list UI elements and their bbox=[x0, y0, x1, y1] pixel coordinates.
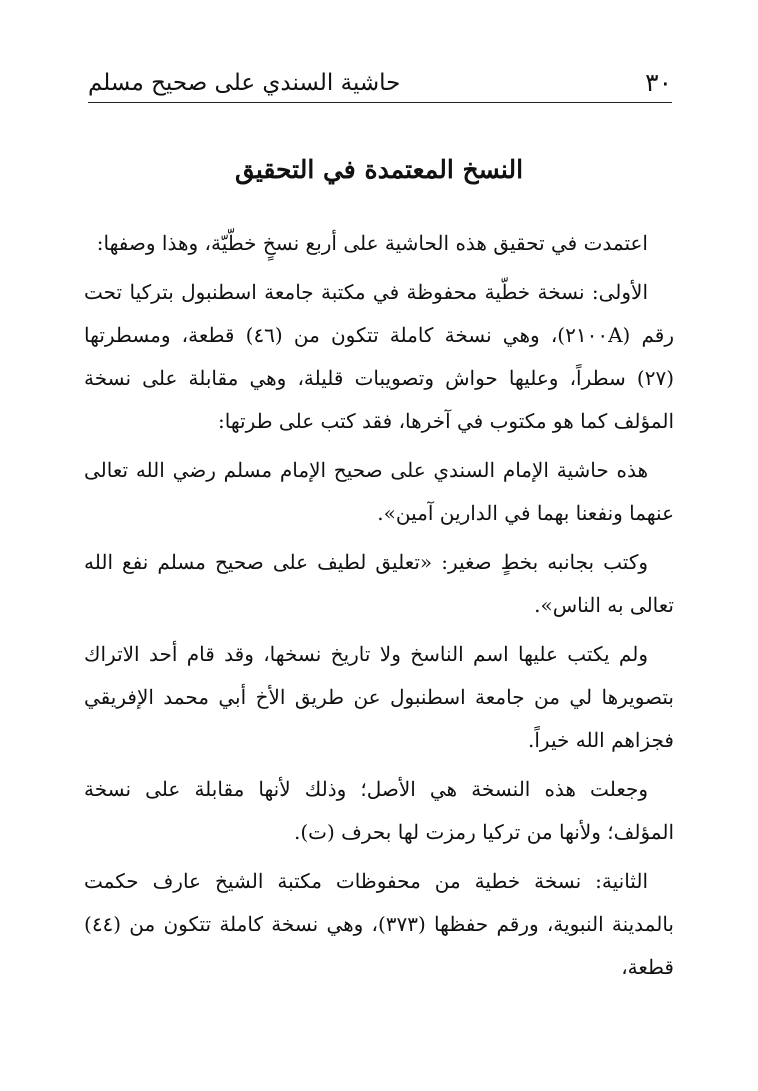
page-number: ٣٠ bbox=[645, 68, 672, 97]
running-title: حاشية السندي على صحيح مسلم bbox=[88, 70, 401, 96]
paragraph-side-note: وكتب بجانبه بخطٍ صغير: «تعليق لطيف على صحيح مسلم نفع الله تعالى به الناس». bbox=[84, 550, 674, 617]
paragraph-copyist-info: ولم يكتب عليها اسم الناسخ ولا تاريخ نسخها، وقد قام أحد الاتراك بتصويرها لي من جامعة اسطنبول عن طريق الأخ أبي محمد الإفريقي فجزاهم الله خيراً. bbox=[84, 642, 674, 752]
paragraph-base-copy: وجعلت هذه النسخة هي الأصل؛ وذلك لأنها مقابلة على نسخة المؤلف؛ ولأنها من تركيا رمزت لها بحرف (ت). bbox=[84, 777, 674, 844]
running-header bbox=[88, 58, 672, 103]
paragraph-intro: اعتمدت في تحقيق هذه الحاشية على أربع نسخٍ خطّيّة، وهذا وصفها: bbox=[96, 231, 648, 255]
paragraph-first-manuscript: الأولى: نسخة خطّية محفوظة في مكتبة جامعة اسطنبول بتركيا تحت رقم (٢١٠٠A)، وهي نسخة كاملة تتكون من (٤٦) قطعة، ومسطرتها (٢٧) سطراً، وعليها حواش وتصويبات قليلة، وهي مقابلة على نسخة المؤلف كما هو مكتوب في آخرها، فقد كتب على طرتها: bbox=[84, 280, 674, 433]
paragraph-title-page-inscription: هذه حاشية الإمام السندي على صحيح الإمام مسلم رضي الله تعالى عنهما ونفعنا بهما في الدارين آمين». bbox=[84, 458, 674, 525]
section-title: النسخ المعتمدة في التحقيق bbox=[234, 155, 524, 184]
paragraph-second-manuscript: الثانية: نسخة خطية من محفوظات مكتبة الشيخ عارف حكمت بالمدينة النبوية، ورقم حفظها (٣٧٣)، وهي نسخة كاملة تتكون من (٤٤) قطعة، bbox=[84, 869, 674, 979]
body-text bbox=[84, 222, 674, 995]
